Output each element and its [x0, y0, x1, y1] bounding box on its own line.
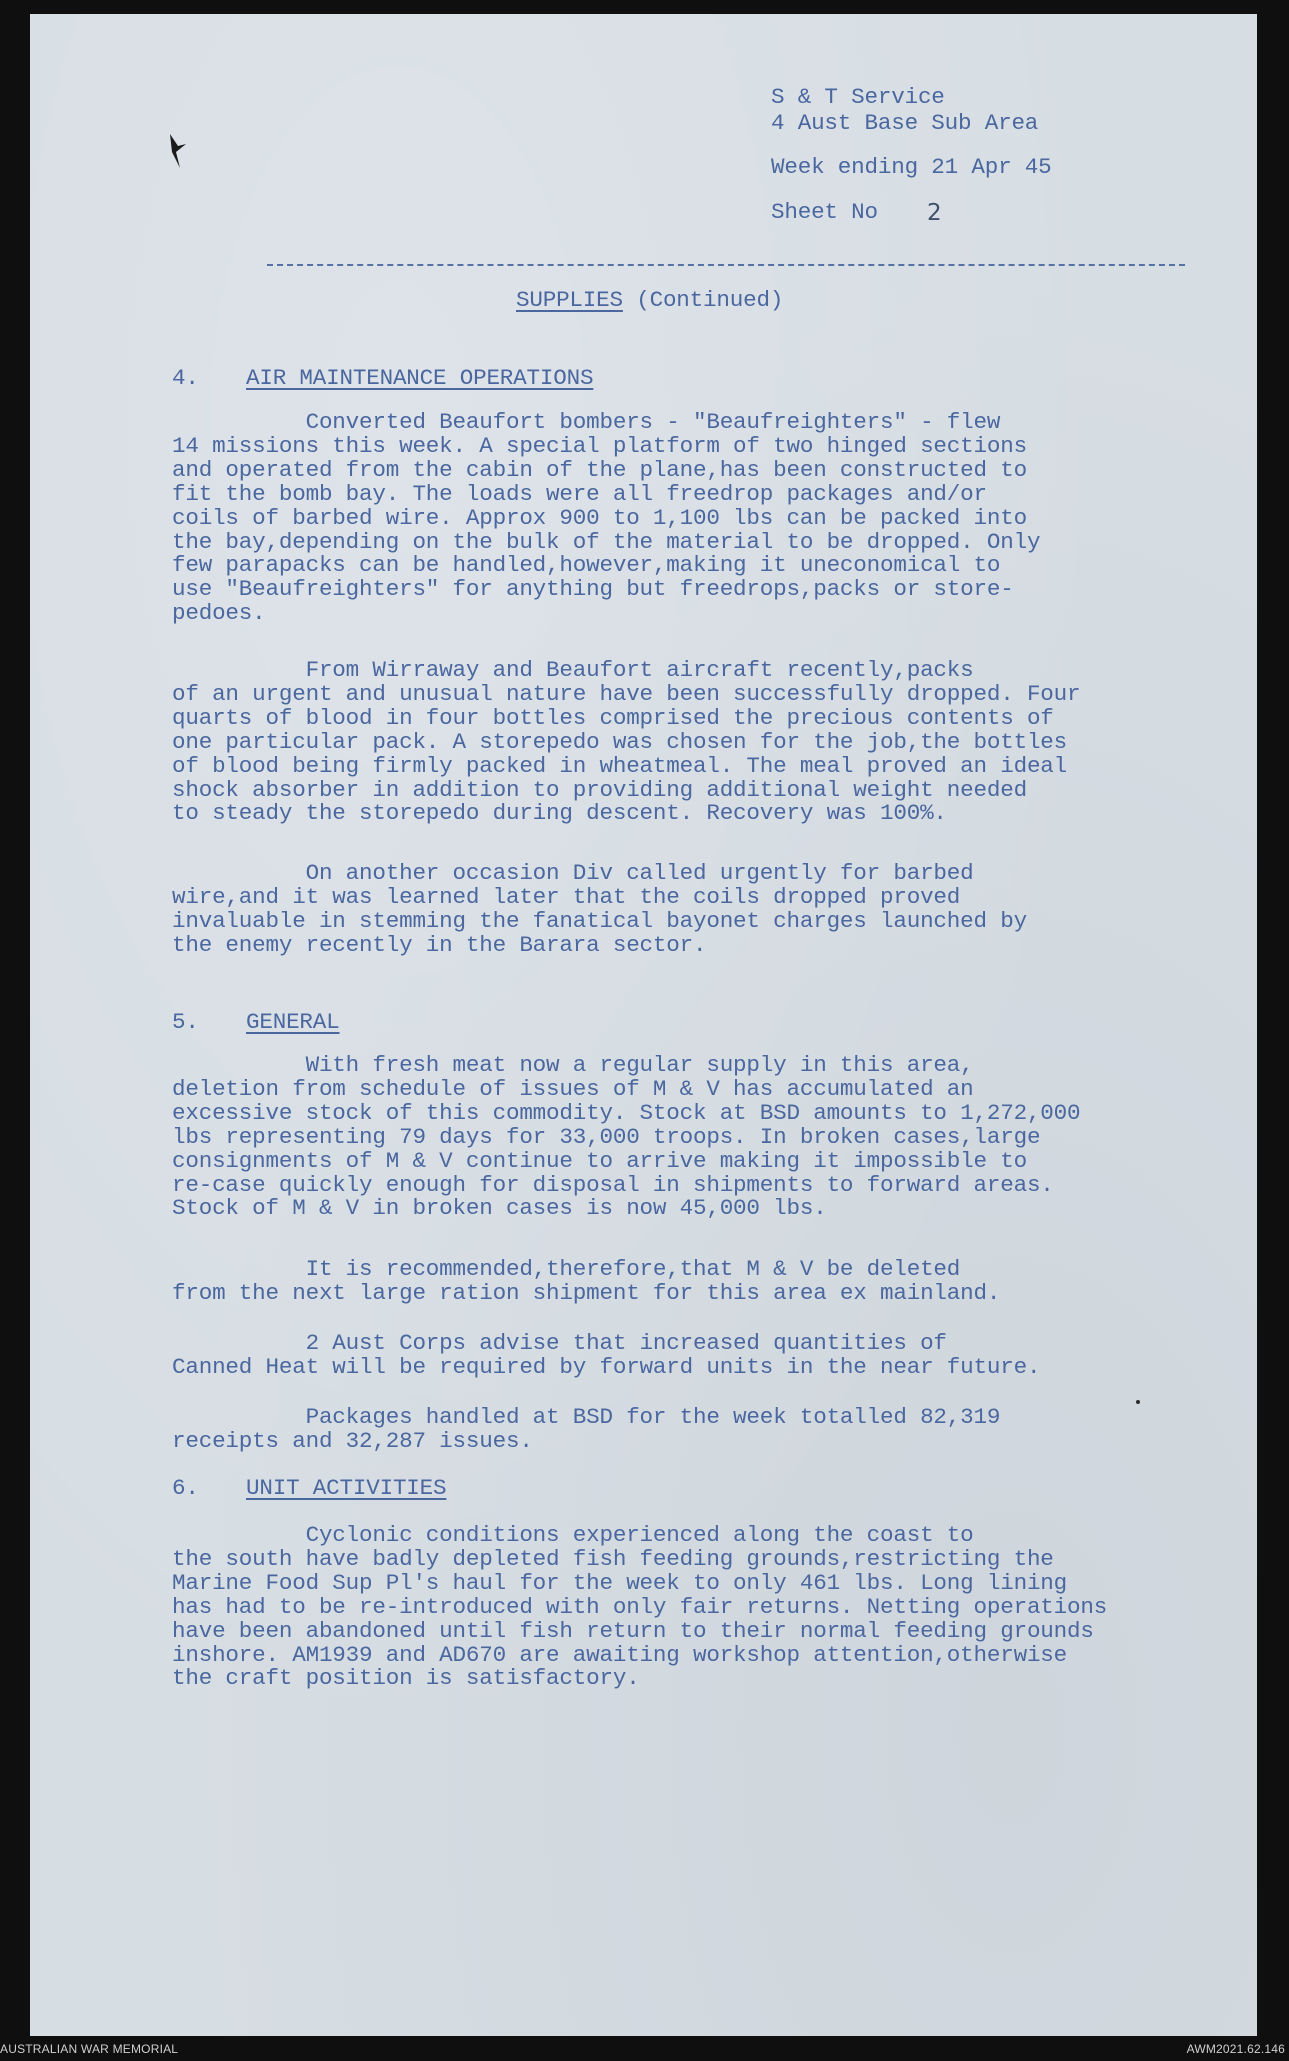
page-title: [516, 287, 783, 313]
section-4-paragraph-3: On another occasion Div called urgently for barbed wire,and it was learned later that the coils dropped proved invaluable in stemming the fanatical bayonet charges launched by the enemy recently in the Barara sector.: [172, 860, 1027, 958]
header-divider: [267, 264, 1185, 266]
header-sheet-number: 2: [927, 200, 942, 226]
section-5-paragraph-4: Packages handled at BSD for the week totalled 82,319 receipts and 32,287 issues.: [172, 1404, 1001, 1454]
page-title-sub: (Continued): [636, 287, 784, 313]
section-6-number: 6.: [172, 1475, 199, 1501]
section-5-paragraph-1: With fresh meat now a regular supply in this area, deletion from schedule of issues of M & V has accumulated an excessive stock of this commodity. Stock at BSD amounts to 1,272,000 lbs representing 79 days for 33,000 troops. In broken cases,large consignments of M & V continue to arrive making it impossible to re-case quickly enough for disposal in shipments to forward areas. Stock of M & V in broken cases is now 45,000 lbs.: [172, 1052, 1081, 1222]
ink-dot: [1136, 1400, 1140, 1404]
section-4-paragraph-2: From Wirraway and Beaufort aircraft recently,packs of an urgent and unusual nature have been successfully dropped. Four quarts of blood in four bottles comprised the precious contents of one particular pack. A storepedo was chosen for the job,the bottles of blood being firmly packed in wheatmeal. The meal proved an ideal shock absorber in addition to providing additional weight needed to steady the storepedo during descent. Recovery was 100%.: [172, 657, 1081, 827]
header-area: 4 Aust Base Sub Area: [771, 110, 1039, 136]
header-sheet-label: Sheet No: [771, 199, 878, 225]
section-4-heading: AIR MAINTENANCE OPERATIONS: [246, 365, 594, 391]
footer-left: AUSTRALIAN WAR MEMORIAL: [0, 2042, 179, 2056]
ink-mark-icon: [164, 132, 194, 172]
section-6-paragraph-1: Cyclonic conditions experienced along the coast to the south have badly depleted fish feeding grounds,restricting the Marine Food Sup Pl's haul for the week to only 461 lbs. Long lining has had to be re-introduced with only fair returns. Netting operations have been abandoned until fish return to their normal feeding grounds inshore. AM1939 and AD670 are awaiting workshop attention,otherwise the craft position is satisfactory.: [172, 1522, 1108, 1692]
section-5-paragraph-2: It is recommended,therefore,that M & V be deleted from the next large ration shipment for this area ex mainland.: [172, 1256, 1001, 1306]
section-5-number: 5.: [172, 1009, 199, 1035]
section-4-number: 4.: [172, 365, 199, 391]
section-4-paragraph-1: Converted Beaufort bombers - "Beaufreighters" - flew 14 missions this week. A special platform of two hinged sections and operated from the cabin of the plane,has been constructed to fit the bomb bay. The loads were all freedrop packages and/or coils of barbed wire. Approx 900 to 1,100 lbs can be packed into the bay,depending on the bulk of the material to be dropped. Only few parapacks can be handled,however,making it uneconomical to use "Beaufreighters" for anything but freedrops,packs or store- pedoes.: [172, 409, 1041, 627]
page-title-main: SUPPLIES: [516, 287, 623, 313]
header-service: S & T Service: [771, 84, 945, 110]
document-page: [30, 14, 1257, 2036]
section-5-paragraph-3: 2 Aust Corps advise that increased quantities of Canned Heat will be required by forward units in the near future.: [172, 1330, 1041, 1380]
section-6-heading: UNIT ACTIVITIES: [246, 1475, 447, 1501]
header-week: Week ending 21 Apr 45: [771, 154, 1052, 180]
section-5-heading: GENERAL: [246, 1009, 340, 1035]
footer-right: AWM2021.62.146: [1186, 2042, 1285, 2056]
